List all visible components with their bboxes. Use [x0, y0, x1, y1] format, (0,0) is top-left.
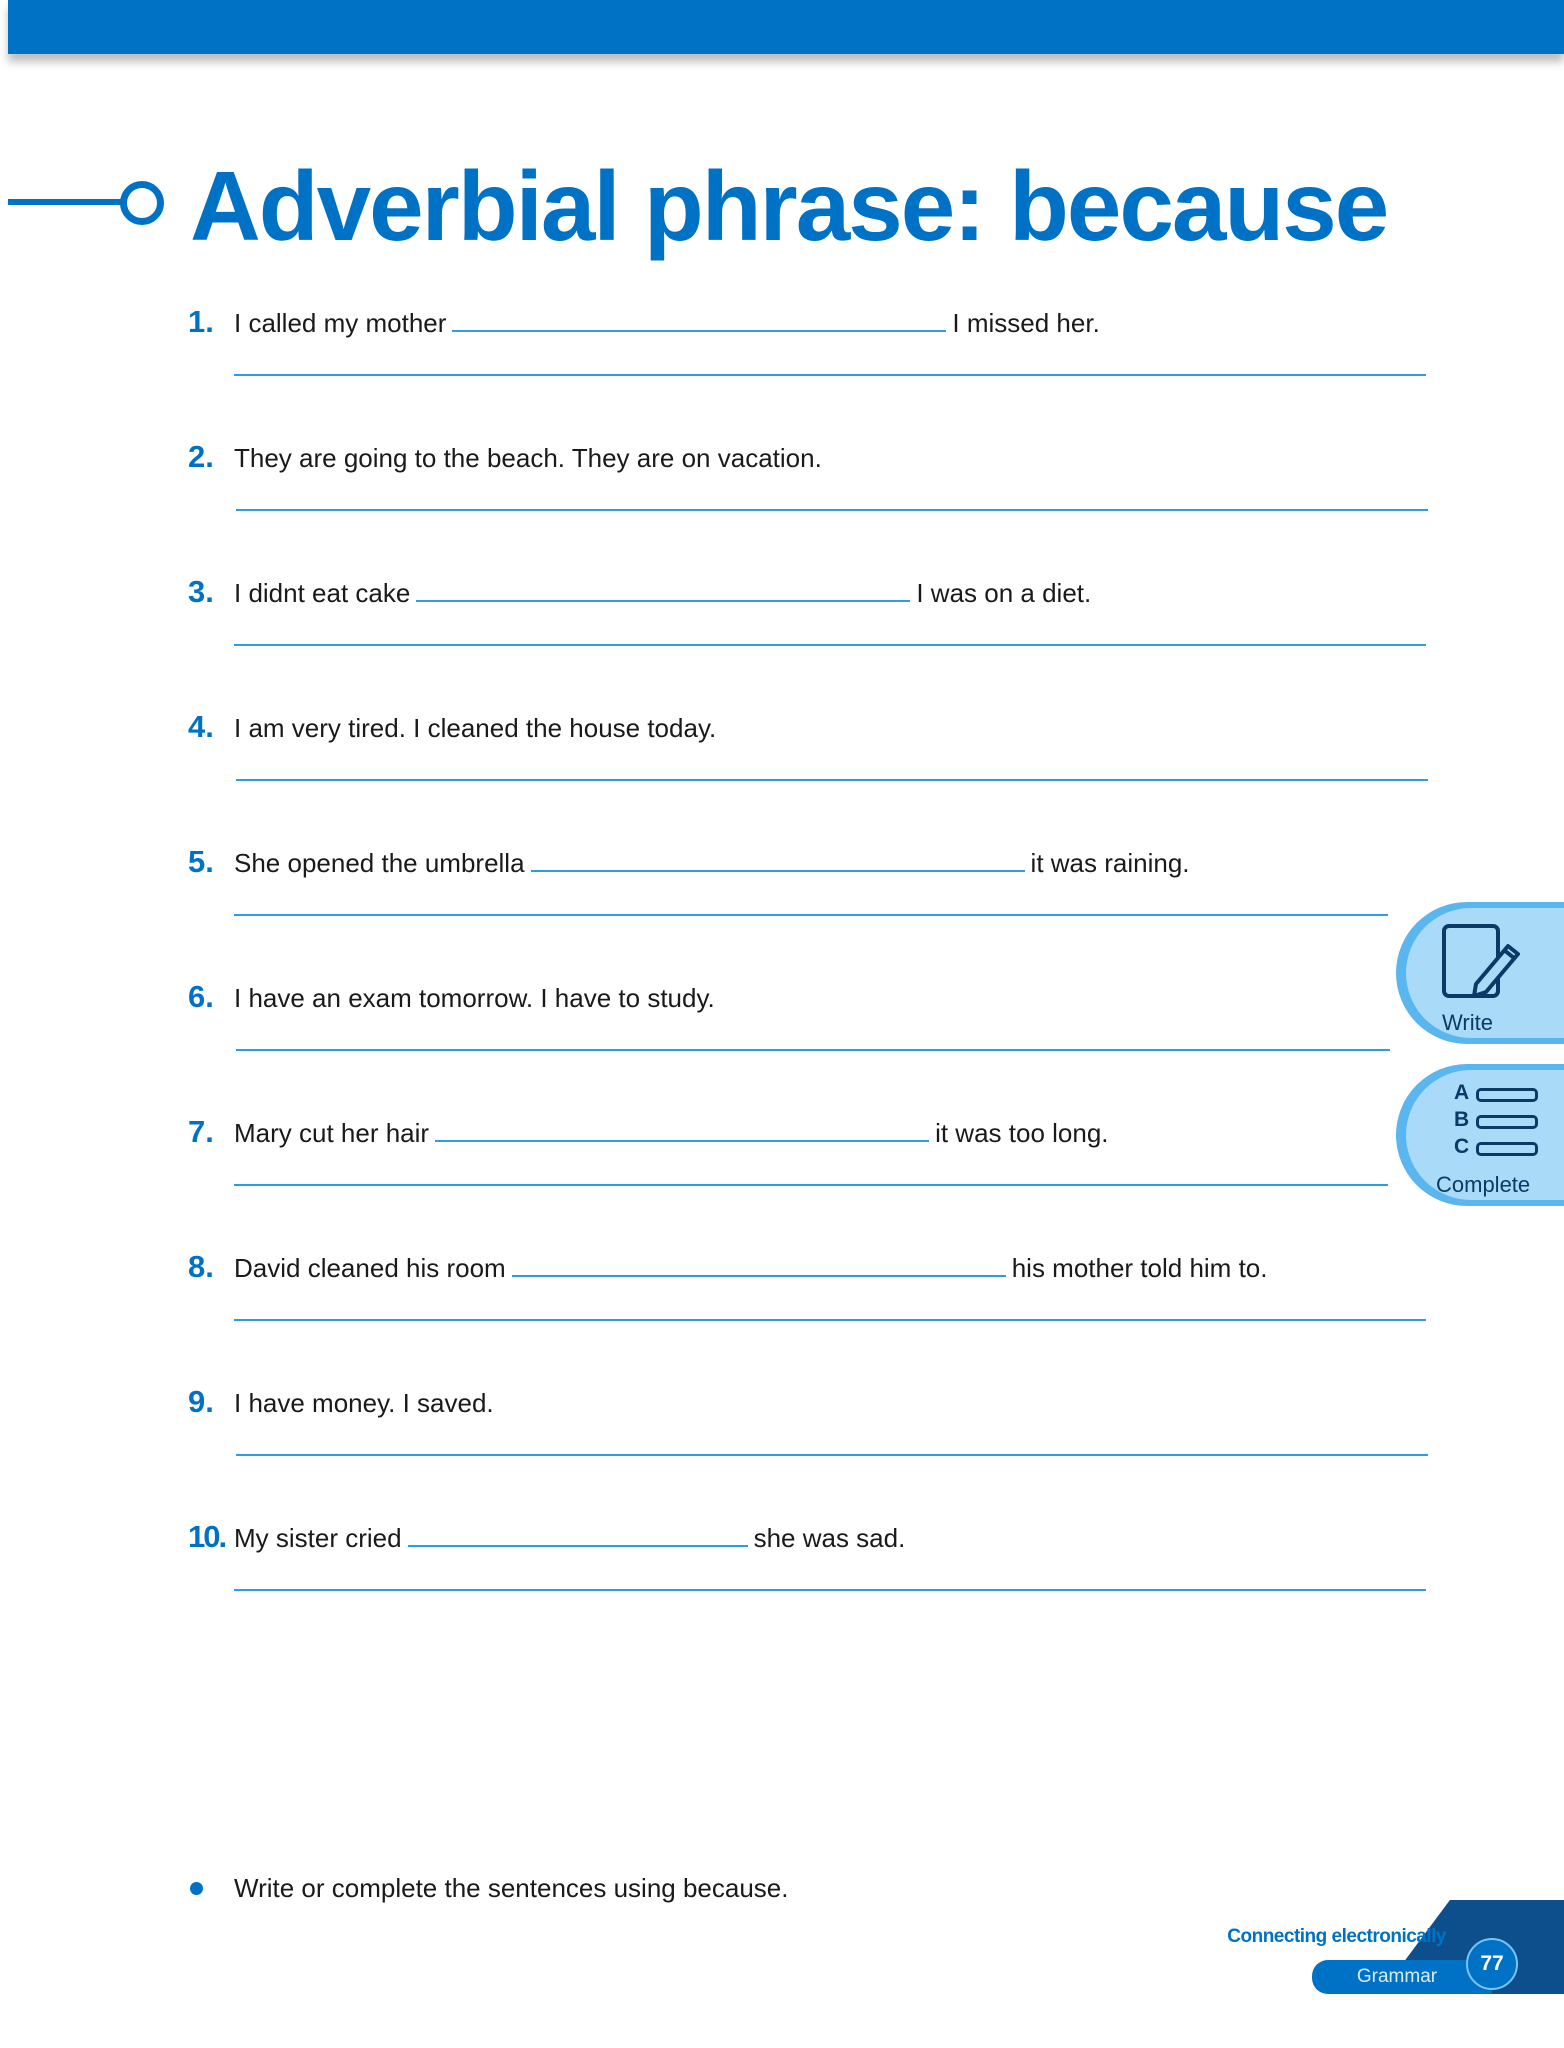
exercise-sentence [234, 1116, 1109, 1150]
abc-letter: B [1454, 1108, 1470, 1131]
exercise-5 [0, 842, 1564, 962]
fill-in-blank[interactable] [408, 1545, 748, 1547]
answer-line[interactable] [234, 914, 1388, 916]
complete-tab[interactable] [1396, 1064, 1564, 1206]
abc-letter: C [1454, 1135, 1470, 1158]
fill-in-blank[interactable] [512, 1275, 1006, 1277]
book-title: Connecting electronically [1227, 1926, 1446, 1947]
sentence-text: I am very tired. I cleaned the house today. [234, 713, 717, 743]
sentence-end: she was sad. [753, 1523, 906, 1553]
answer-bar-icon [1476, 1115, 1538, 1129]
sentence-start: I called my mother [234, 308, 447, 338]
exercise-sentence [234, 1386, 494, 1420]
exercise-number: 4. [188, 709, 214, 744]
top-banner [8, 0, 1564, 54]
answer-bar-icon [1476, 1088, 1538, 1102]
sentence-start: My sister cried [234, 1523, 402, 1553]
write-tab-label: Write [1442, 1010, 1493, 1035]
exercise-4 [0, 707, 1564, 827]
exercise-number: 10. [188, 1519, 226, 1554]
sentence-end: it was raining. [1030, 848, 1190, 878]
answer-line[interactable] [236, 1049, 1390, 1051]
abc-letter: A [1454, 1081, 1470, 1104]
exercise-1 [0, 302, 1564, 422]
exercise-2 [0, 437, 1564, 557]
answer-line[interactable] [234, 1319, 1426, 1321]
sentence-start: Mary cut her hair [234, 1118, 430, 1148]
exercise-9 [0, 1382, 1564, 1502]
complete-tab-label: Complete [1436, 1172, 1531, 1197]
section-name: Grammar [1356, 1966, 1438, 1987]
title-connector-line [8, 199, 124, 205]
sentence-start: David cleaned his room [234, 1253, 506, 1283]
pencil-paper-icon [1436, 920, 1522, 1002]
write-tab-inner [1406, 908, 1564, 1038]
sentence-end: I missed her. [952, 308, 1100, 338]
exercise-sentence [234, 846, 1190, 880]
fill-in-blank[interactable] [531, 870, 1025, 872]
answer-line[interactable] [236, 1454, 1428, 1456]
answer-line[interactable] [234, 1589, 1426, 1591]
sentence-end: it was too long. [935, 1118, 1109, 1148]
exercise-sentence [234, 306, 1100, 340]
sentence-text: They are going to the beach. They are on vacation. [234, 443, 822, 473]
exercise-number: 7. [188, 1114, 214, 1149]
exercise-sentence [234, 711, 716, 745]
page-number: 77 [1466, 1938, 1518, 1990]
exercise-sentence [234, 576, 1091, 610]
sentence-start: She opened the umbrella [234, 848, 525, 878]
answer-bar-icon [1476, 1142, 1538, 1156]
fill-in-blank[interactable] [416, 600, 910, 602]
exercise-number: 6. [188, 979, 214, 1014]
exercise-sentence [234, 1251, 1267, 1285]
exercise-number: 9. [188, 1384, 214, 1419]
exercise-8 [0, 1247, 1564, 1367]
exercise-number: 5. [188, 844, 214, 879]
sentence-text: I have money. I saved. [234, 1388, 494, 1418]
title-ring-icon [120, 181, 164, 225]
sentence-end: I was on a diet. [916, 578, 1092, 608]
exercise-number: 3. [188, 574, 214, 609]
page-title: Adverbial phrase: because [190, 151, 1388, 261]
exercise-10 [0, 1517, 1564, 1637]
exercise-sentence [234, 441, 822, 475]
exercise-sentence [234, 981, 715, 1015]
exercise-sentence [234, 1521, 905, 1555]
sentence-start: I didnt eat cake [234, 578, 411, 608]
exercise-number: 8. [188, 1249, 214, 1284]
bullet-icon [190, 1882, 203, 1895]
exercise-number: 2. [188, 439, 214, 474]
answer-line[interactable] [234, 644, 1426, 646]
fill-in-blank[interactable] [452, 330, 946, 332]
exercise-3 [0, 572, 1564, 692]
answer-line[interactable] [236, 779, 1428, 781]
exercise-6 [0, 977, 1564, 1097]
sentence-text: I have an exam tomorrow. I have to study. [234, 983, 715, 1013]
exercise-number: 1. [188, 304, 214, 339]
answer-line[interactable] [234, 374, 1426, 376]
instruction-text: Write or complete the sentences using because. [234, 1873, 789, 1903]
answer-line[interactable] [234, 1184, 1388, 1186]
sentence-end: his mother told him to. [1011, 1253, 1268, 1283]
complete-tab-inner [1406, 1070, 1564, 1200]
write-tab[interactable] [1396, 902, 1564, 1044]
answer-line[interactable] [236, 509, 1428, 511]
fill-in-blank[interactable] [435, 1140, 929, 1142]
exercise-7 [0, 1112, 1564, 1232]
